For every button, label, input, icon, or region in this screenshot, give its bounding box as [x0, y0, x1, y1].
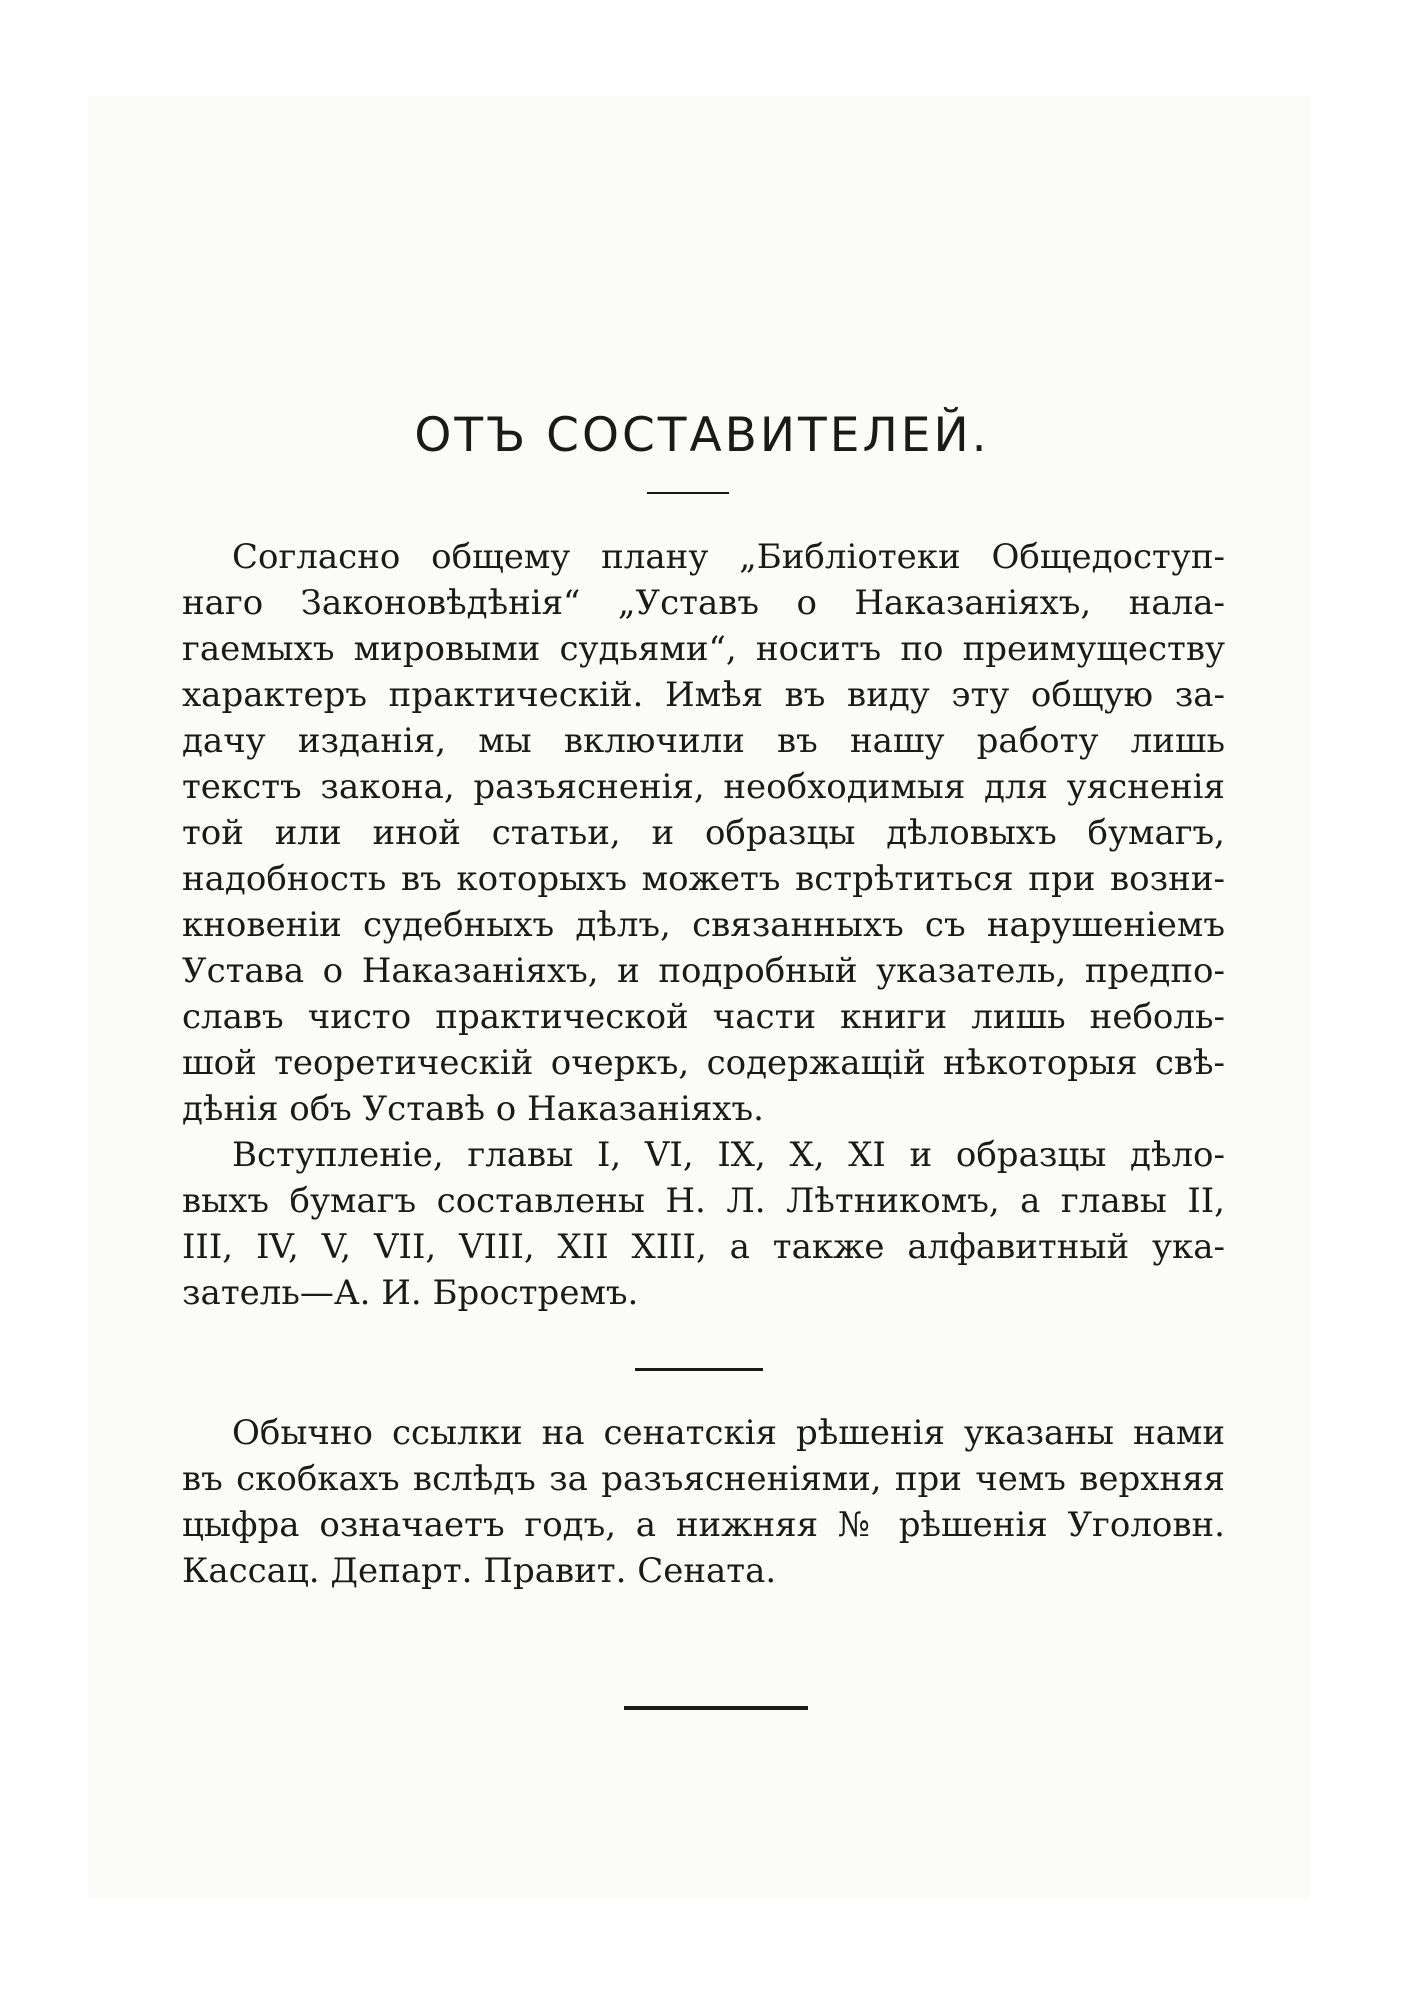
paragraph-2-line: Вступленіе, главы I, VI, IX, X, XI и образцы дѣло-: [232, 1135, 1225, 1175]
paragraph-1-line: шой теоретическій очеркъ, содержащій нѣкоторыя свѣ-: [182, 1043, 1225, 1083]
end-divider: [624, 1706, 808, 1710]
paragraph-2-line: затель—А. И. Бростремъ.: [182, 1273, 639, 1313]
paragraph-2-line: III, IV, V, VII, VIII, XII XIII, а также алфавитный ука-: [182, 1227, 1225, 1267]
paragraph-1-line: текстъ закона, разъясненія, необходимыя для уясненія: [182, 767, 1225, 807]
paragraph-1-line: характеръ практическій. Имѣя въ виду эту общую за-: [182, 675, 1225, 715]
paragraph-3-line: цыфра означаетъ годъ, а нижняя № рѣшенія Уголовн.: [182, 1505, 1225, 1545]
paragraph-1-line: Согласно общему плану „Библіотеки Общедоступ-: [232, 537, 1225, 577]
paragraph-3-line: Кассац. Департ. Правит. Сената.: [182, 1551, 777, 1591]
paragraph-3-line: Обычно ссылки на сенатскія рѣшенія указаны нами: [232, 1413, 1225, 1453]
paragraph-1-line: надобность въ которыхъ можетъ встрѣтиться при возни-: [182, 859, 1225, 899]
title-divider: [647, 492, 729, 494]
paragraph-2-line: выхъ бумагъ составлены Н. Л. Лѣтникомъ, а главы II,: [182, 1181, 1225, 1221]
paragraph-1-line: гаемыхъ мировыми судьями“, носитъ по преимуществу: [182, 629, 1225, 669]
section-divider: [635, 1368, 763, 1371]
paragraph-1-line: кновеніи судебныхъ дѣлъ, связанныхъ съ нарушеніемъ: [182, 905, 1225, 945]
paragraph-1-line: той или иной статьи, и образцы дѣловыхъ бумагъ,: [182, 813, 1225, 853]
paragraph-1-line: дѣнія объ Уставѣ о Наказаніяхъ.: [182, 1089, 764, 1129]
page-title: ОТЪ СОСТАВИТЕЛЕЙ.: [414, 408, 990, 463]
paragraph-1-line: наго Законовѣдѣнія“ „Уставъ о Наказаніяхъ, нала-: [182, 583, 1225, 623]
paragraph-1-line: славъ чисто практической части книги лишь неболь-: [182, 997, 1225, 1037]
paragraph-1-line: Устава о Наказаніяхъ, и подробный указатель, предпо-: [182, 951, 1225, 991]
paragraph-3-line: въ скобкахъ вслѣдъ за разъясненіями, при чемъ верхняя: [182, 1459, 1225, 1499]
paragraph-1-line: дачу изданія, мы включили въ нашу работу лишь: [182, 721, 1225, 761]
